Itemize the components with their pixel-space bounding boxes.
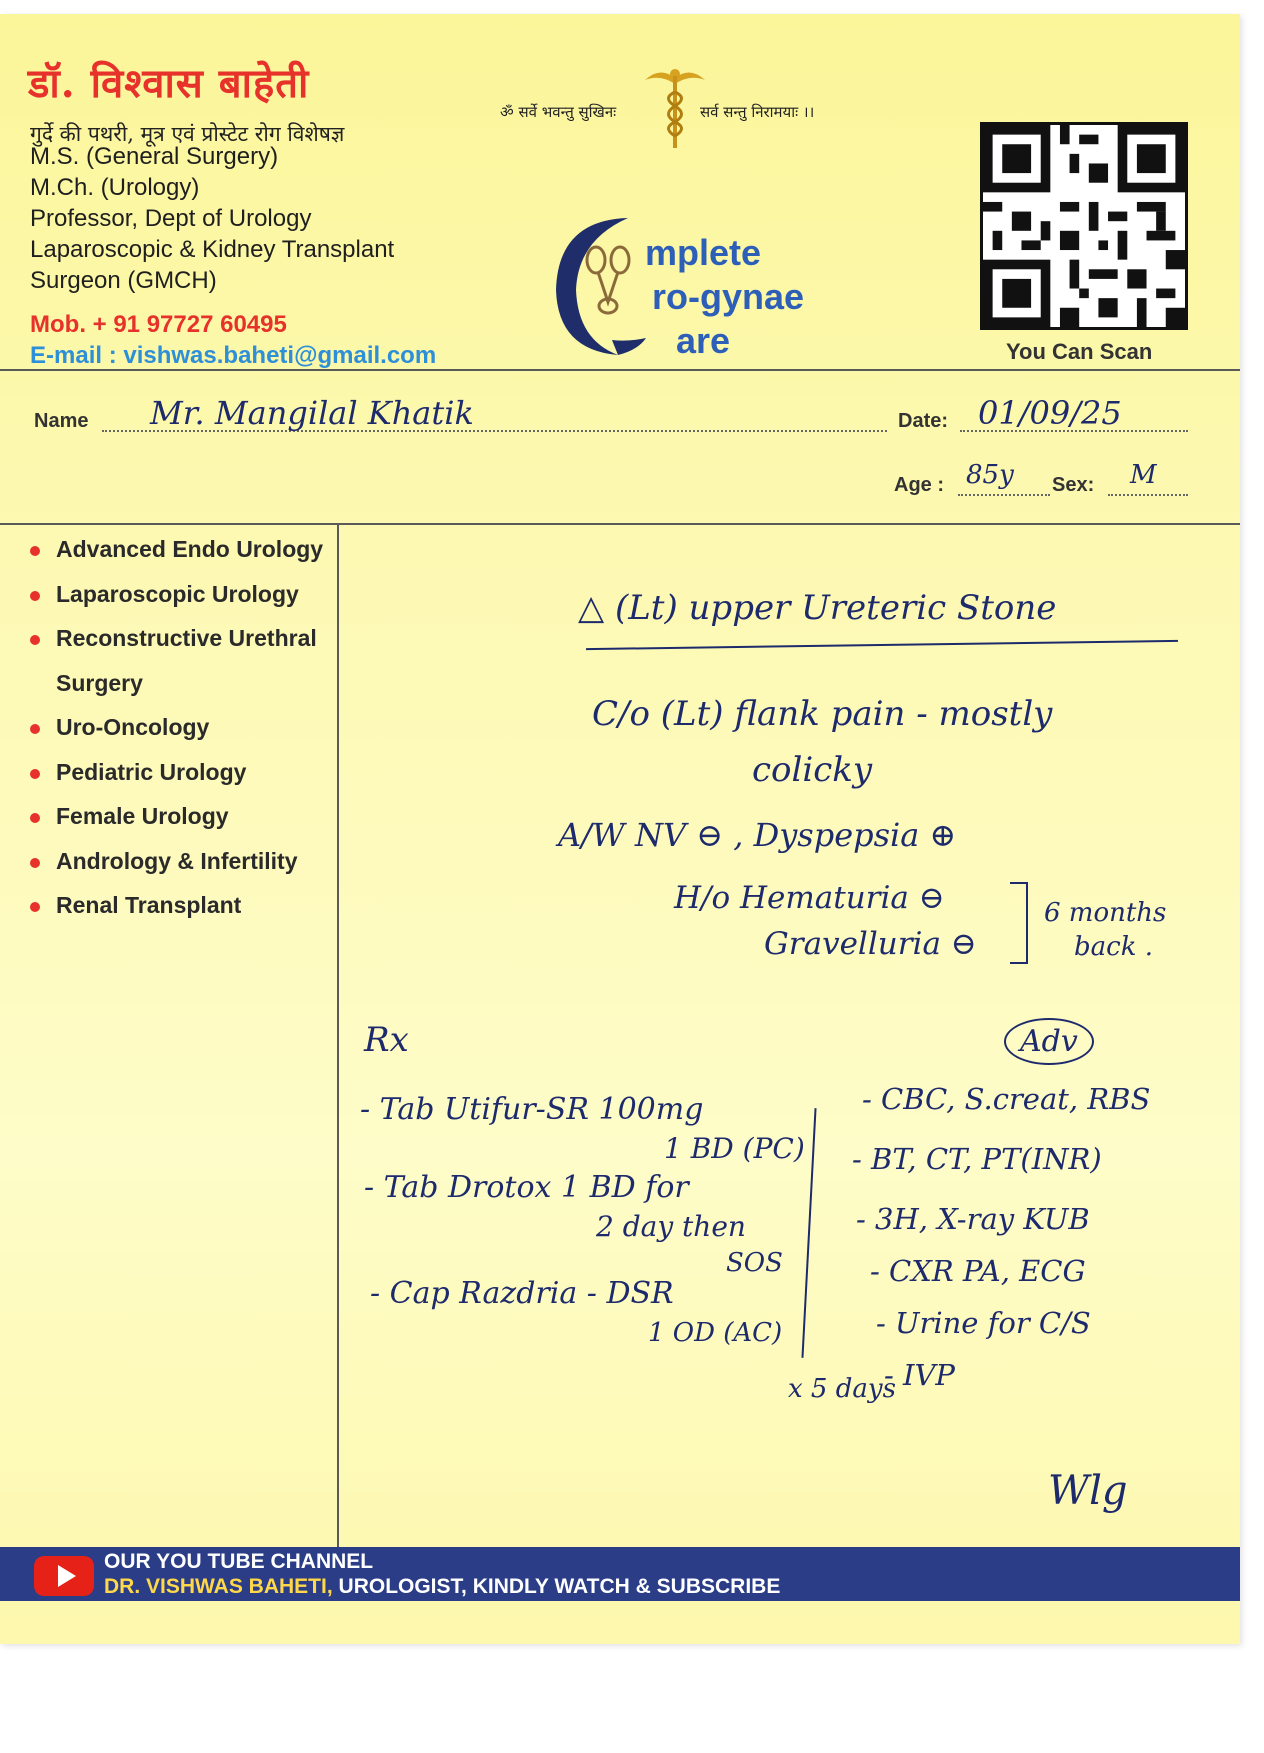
date-value[interactable]: 01/09/25: [978, 394, 1122, 432]
sex-value[interactable]: M: [1130, 460, 1157, 490]
email-address: E-mail : vishwas.baheti@gmail.com: [30, 342, 437, 369]
doctor-name: डॉ. विश्वास बाहेती: [28, 60, 310, 107]
history-duration-cont: back .: [1074, 932, 1153, 962]
mantra-right: सर्व सन्तु निरामयाः ।।: [700, 103, 815, 121]
rx-line: 1 BD (PC): [664, 1132, 805, 1165]
services-list: [28, 536, 323, 937]
sex-dotted-line: [1108, 494, 1188, 496]
qualification-line: Laparoscopic & Kidney Transplant: [30, 236, 395, 263]
diagnosis-note: △ (Lt) upper Ureteric Stone: [578, 588, 1057, 628]
bullet-icon: [30, 902, 40, 912]
bullet-icon: [30, 724, 40, 734]
qr-code[interactable]: [980, 122, 1188, 330]
associated-symptoms-note: A/W NV ⊖ , Dyspepsia ⊕: [558, 816, 957, 854]
service-item: Female Urology: [28, 803, 323, 848]
bullet-icon: [30, 769, 40, 779]
rx-duration: x 5 days: [788, 1374, 896, 1404]
logo-text-line1: mplete: [645, 232, 762, 273]
advice-item: - CBC, S.creat, RBS: [862, 1082, 1151, 1116]
rx-label: Rx: [364, 1020, 409, 1060]
sex-label: Sex:: [1052, 474, 1095, 496]
advice-item: - CXR PA, ECG: [870, 1254, 1086, 1288]
service-item-continued: Surgery: [56, 669, 143, 696]
qr-label: You Can Scan: [1006, 339, 1153, 364]
bullet-icon: [30, 813, 40, 823]
footer-subscribe-text: UROLOGIST, KINDLY WATCH & SUBSCRIBE: [332, 1575, 781, 1598]
specialty-hindi: गुर्दे की पथरी, मूत्र एवं प्रोस्टेट रोग विशेषज्ञ: [30, 122, 345, 146]
qualification-line: Surgeon (GMCH): [30, 267, 217, 294]
service-item: Laparoscopic Urology: [28, 581, 323, 626]
bullet-icon: [30, 591, 40, 601]
footer-line1: OUR YOU TUBE CHANNEL: [104, 1550, 374, 1573]
service-item: Andrology & Infertility: [28, 848, 323, 893]
header-divider: [0, 369, 1240, 371]
rx-line: 2 day then: [596, 1210, 746, 1243]
rx-line: - Tab Utifur-SR 100mg: [360, 1092, 704, 1127]
history-note: H/o Hematuria ⊖: [674, 880, 945, 916]
name-label: Name: [34, 410, 89, 432]
rx-line: - Cap Razdria - DSR: [370, 1276, 674, 1311]
advice-item: - BT, CT, PT(INR): [852, 1142, 1102, 1176]
diagnosis-underline: [586, 640, 1178, 650]
bullet-icon: [30, 546, 40, 556]
history-bracket: [1010, 882, 1028, 964]
rx-line: SOS: [726, 1248, 783, 1278]
advice-item: - IVP: [884, 1358, 955, 1392]
play-icon: [58, 1565, 76, 1587]
history-note-cont: Gravelluria ⊖: [764, 926, 977, 962]
doctor-signature: Wlg: [1048, 1468, 1128, 1514]
service-item: Advanced Endo Urology: [28, 536, 323, 581]
rx-line: 1 OD (AC): [648, 1318, 783, 1348]
age-label: Age :: [894, 474, 944, 496]
qualification-line: M.S. (General Surgery): [30, 143, 279, 170]
advice-item: - 3H, X-ray KUB: [856, 1202, 1090, 1236]
bullet-icon: [30, 858, 40, 868]
service-item: Reconstructive Urethral: [28, 625, 323, 670]
fields-divider: [0, 523, 1240, 525]
advice-label: Adv: [1004, 1018, 1094, 1065]
complaint-note: C/o (Lt) flank pain - mostly: [592, 694, 1053, 734]
logo-text-line2: ro-gynae: [652, 276, 805, 317]
logo-text-line3: are: [676, 320, 731, 361]
bullet-icon: [30, 635, 40, 645]
mobile-number: Mob. + 91 97727 60495: [30, 311, 287, 338]
history-duration: 6 months: [1044, 898, 1167, 928]
caduceus-icon: [640, 62, 710, 152]
date-label: Date:: [898, 410, 949, 432]
complaint-note-cont: colicky: [752, 750, 873, 790]
qualification-line: M.Ch. (Urology): [30, 174, 200, 201]
advice-item: - Urine for C/S: [876, 1306, 1091, 1340]
rx-line: - Tab Drotox 1 BD for: [364, 1170, 689, 1205]
age-value[interactable]: 85y: [966, 460, 1014, 490]
footer-doctor-name: DR. VISHWAS BAHETI,: [104, 1575, 333, 1598]
logo-crescent-icon: [548, 210, 648, 360]
patient-name-value[interactable]: Mr. Mangilal Khatik: [150, 394, 474, 432]
prescription-sheet: [0, 14, 1240, 1644]
qr-code-icon: [983, 125, 1185, 327]
service-item: Renal Transplant: [28, 892, 323, 937]
footer-line2: [104, 1575, 780, 1599]
mantra-left: ॐ सर्वे भवन्तु सुखिनः: [500, 103, 617, 121]
qualification-line: Professor, Dept of Urology: [30, 205, 312, 232]
service-item: Pediatric Urology: [28, 759, 323, 804]
service-item: Uro-Oncology: [28, 714, 323, 759]
sidebar-divider: [337, 524, 339, 1547]
age-dotted-line: [958, 494, 1050, 496]
